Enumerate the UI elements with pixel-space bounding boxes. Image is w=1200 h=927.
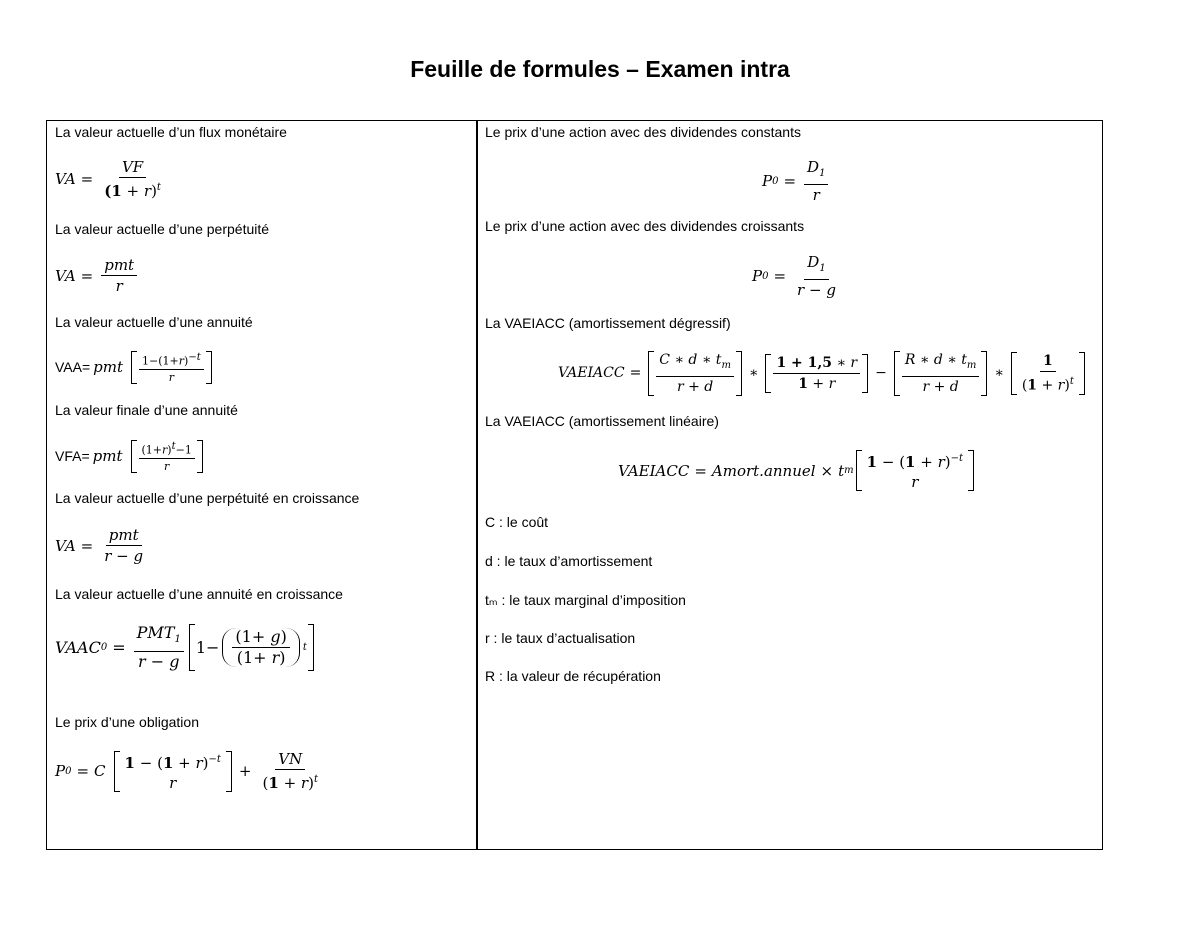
formula-growing-annuity: VAAC 0 = $PMT_1$ r − g 1− (1+ g) (1+ r) t bbox=[55, 624, 316, 671]
definition-discount-rate: r : le taux d’actualisation bbox=[485, 630, 636, 646]
formula-perpetuity: VA = pmt r bbox=[55, 256, 140, 295]
formula-bond-price: P 0 = C $1 - (1 + r)^{-t}$ r + $\frac{VN}{(1 + r)^t}$ bbox=[55, 750, 318, 792]
definition-cost: C : le coût bbox=[485, 514, 549, 530]
label-future-value-annuity: La valeur finale d’une annuité bbox=[55, 402, 238, 418]
label-growing-annuity: La valeur actuelle d’une annuité en croissance bbox=[55, 586, 343, 602]
label-growing-perpetuity: La valeur actuelle d’une perpétuité en croissance bbox=[55, 490, 360, 506]
definition-marginal-tax-rate: tₘ : le taux marginal d’imposition bbox=[485, 592, 686, 608]
label-constant-dividends: Le prix d’une action avec des dividendes constants bbox=[485, 124, 801, 140]
label-growing-dividends: Le prix d’une action avec des dividendes croissants bbox=[485, 218, 805, 234]
page-title: Feuille de formules – Examen intra bbox=[410, 56, 790, 82]
label-vaeiacc-linear: La VAEIACC (amortissement linéaire) bbox=[485, 413, 719, 429]
definition-salvage-value: R : la valeur de récupération bbox=[485, 668, 661, 684]
label-annuity: La valeur actuelle d’une annuité bbox=[55, 314, 253, 330]
formula-annuity: VAA= pmt $1-(1+r)^{-t}$ r bbox=[55, 351, 214, 384]
label-vaeiacc-declining: La VAEIACC (amortissement dégressif) bbox=[485, 315, 731, 331]
formula-growing-perpetuity: VA = pmt r − g bbox=[55, 526, 144, 565]
formula-vaeiacc-declining: VAEIACC = C ∗ d ∗ $t_m$ r + d ∗ 1 + 1,5 ∗ r 1 + r − R ∗ d ∗ $t_m$ r + d ∗ 1 $(1 + r)^t$ bbox=[558, 351, 1087, 396]
fva-prefix: VFA= bbox=[55, 448, 90, 465]
formula-vaeiacc-linear: VAEIACC = Amort.annuel × t m $1 - (1 + r)^{-t}$ r bbox=[618, 450, 976, 491]
label-present-value-cash-flow: La valeur actuelle d’un flux monétaire bbox=[55, 124, 287, 140]
column-divider bbox=[476, 120, 478, 850]
definition-depreciation-rate: d : le taux d’amortissement bbox=[485, 553, 653, 569]
formula-present-value: VA = $\frac{VF}{(1 + r)^t}$ bbox=[55, 158, 161, 200]
label-perpetuity: La valeur actuelle d’une perpétuité bbox=[55, 221, 270, 237]
annuity-prefix: VAA= bbox=[55, 359, 91, 376]
formula-growing-dividends: P 0 = $\frac{D_1}{r - g}$ bbox=[752, 253, 836, 299]
label-bond-price: Le prix d’une obligation bbox=[55, 714, 199, 730]
formula-future-value-annuity: VFA= pmt $(1+r)^t-1$ r bbox=[55, 440, 205, 473]
formula-constant-dividends: P 0 = $\frac{D_1}{r}$ bbox=[762, 158, 831, 204]
